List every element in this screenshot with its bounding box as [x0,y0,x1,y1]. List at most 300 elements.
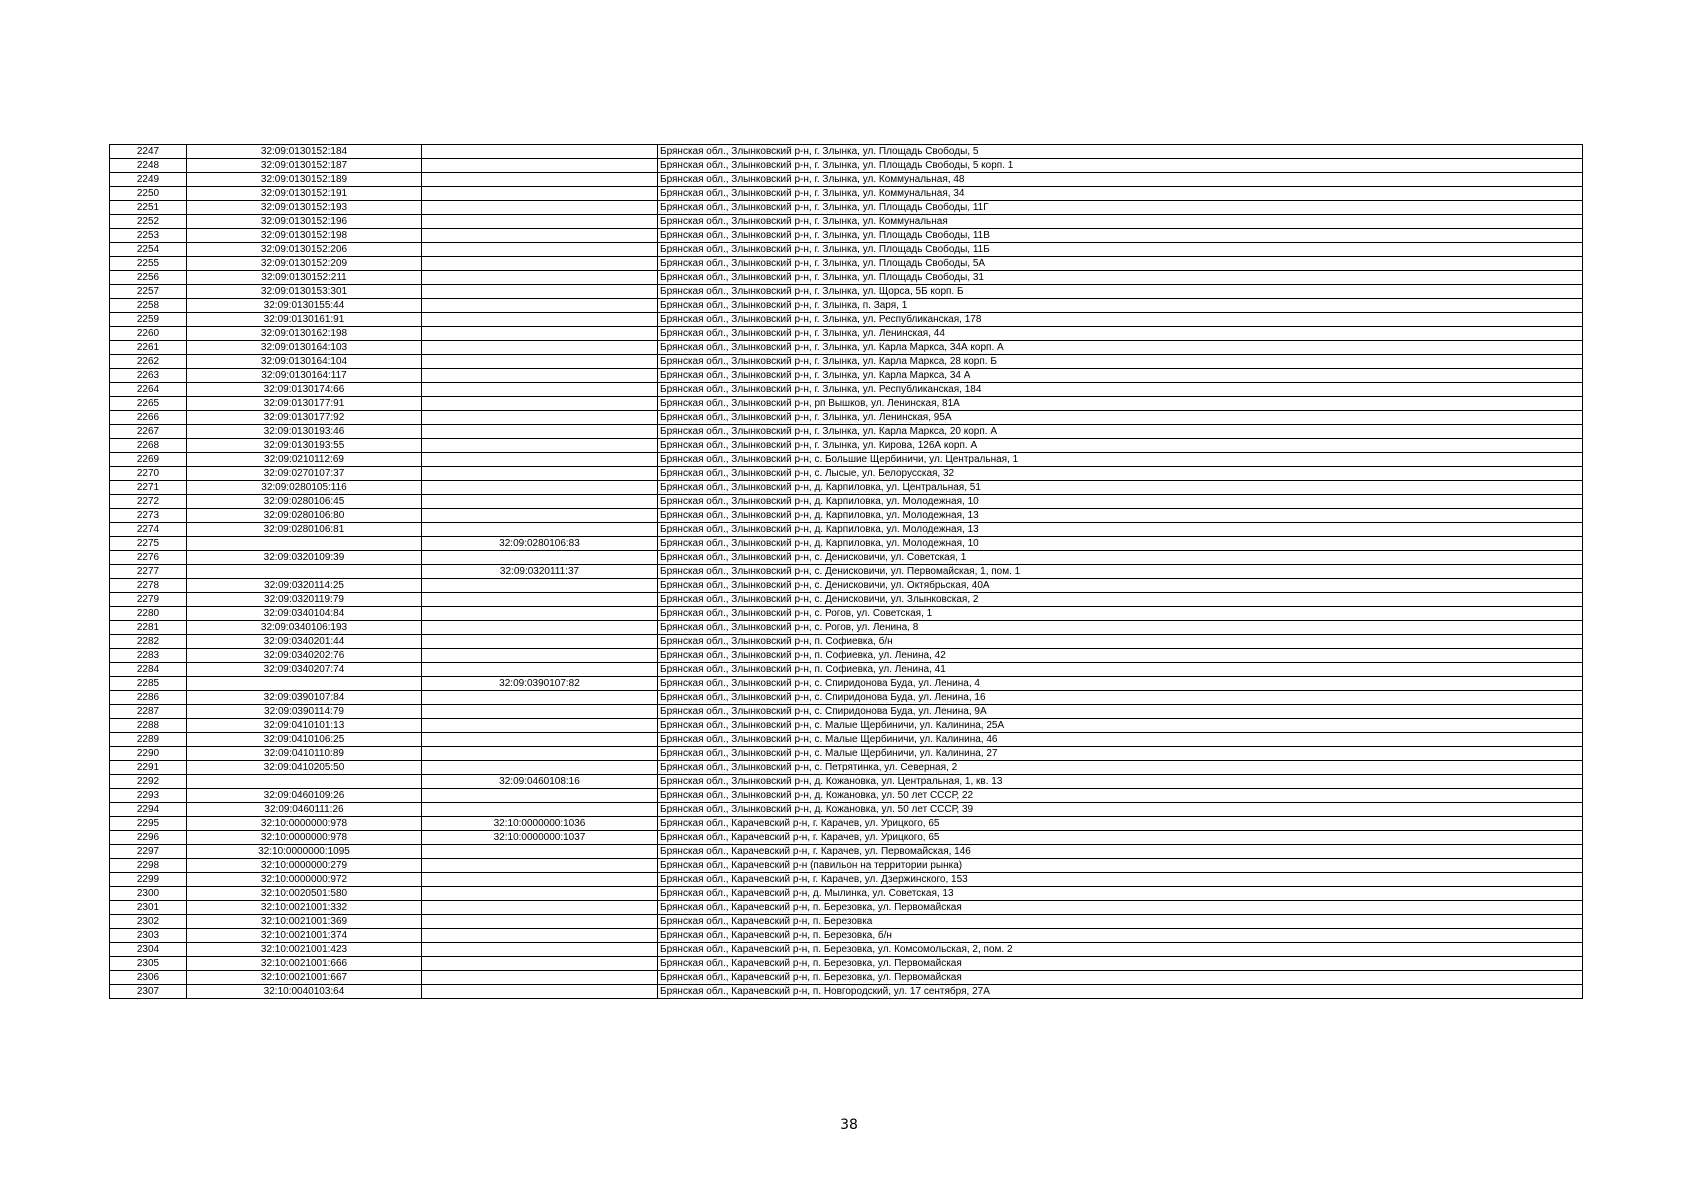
cadastral-number-cell: 32:09:0130193:55 [187,439,422,453]
row-number-cell: 2291 [110,761,187,775]
additional-cadastral-number-cell [422,383,658,397]
address-cell: Брянская обл., Карачевский р-н, п. Березовка, ул. Первомайская [658,901,1583,915]
address-cell: Брянская обл., Злынковский р-н, г. Злынка, ул. Карла Маркса, 34А корп. А [658,341,1583,355]
address-cell: Брянская обл., Злынковский р-н, с. Спиридонова Буда, ул. Ленина, 9А [658,705,1583,719]
row-number-cell: 2290 [110,747,187,761]
row-number-cell: 2253 [110,229,187,243]
additional-cadastral-number-cell: 32:09:0320111:37 [422,565,658,579]
table-row [110,775,1583,789]
cadastral-number-cell: 32:10:0020501:580 [187,887,422,901]
row-number-cell: 2271 [110,481,187,495]
additional-cadastral-number-cell [422,733,658,747]
table-row [110,691,1583,705]
row-number-cell: 2306 [110,971,187,985]
cadastral-number-cell: 32:09:0130174:66 [187,383,422,397]
additional-cadastral-number-cell [422,621,658,635]
row-number-cell: 2251 [110,201,187,215]
address-cell: Брянская обл., Злынковский р-н, г. Злынка, ул. Коммунальная, 34 [658,187,1583,201]
table-row [110,845,1583,859]
row-number-cell: 2263 [110,369,187,383]
cadastral-number-cell: 32:10:0021001:423 [187,943,422,957]
table-row [110,873,1583,887]
row-number-cell: 2300 [110,887,187,901]
address-cell: Брянская обл., Карачевский р-н, г. Карачев, ул. Первомайская, 146 [658,845,1583,859]
row-number-cell: 2270 [110,467,187,481]
additional-cadastral-number-cell [422,649,658,663]
row-number-cell: 2283 [110,649,187,663]
row-number-cell: 2252 [110,215,187,229]
cadastral-number-cell: 32:09:0130164:104 [187,355,422,369]
row-number-cell: 2296 [110,831,187,845]
additional-cadastral-number-cell [422,215,658,229]
table-row [110,271,1583,285]
row-number-cell: 2297 [110,845,187,859]
cadastral-number-cell: 32:09:0130155:44 [187,299,422,313]
table-row [110,621,1583,635]
address-cell: Брянская обл., Карачевский р-н (павильон на территории рынка) [658,859,1583,873]
table-row [110,453,1583,467]
cadastral-number-cell: 32:09:0130152:189 [187,173,422,187]
additional-cadastral-number-cell [422,887,658,901]
address-cell: Брянская обл., Злынковский р-н, с. Малые Щербиничи, ул. Калинина, 25А [658,719,1583,733]
table-row [110,173,1583,187]
cadastral-number-cell: 32:10:0000000:279 [187,859,422,873]
cadastral-number-cell: 32:10:0021001:374 [187,929,422,943]
additional-cadastral-number-cell [422,845,658,859]
table-row [110,705,1583,719]
cadastral-number-cell: 32:10:0021001:666 [187,957,422,971]
row-number-cell: 2279 [110,593,187,607]
table-row [110,887,1583,901]
additional-cadastral-number-cell [422,439,658,453]
address-cell: Брянская обл., Карачевский р-н, п. Березовка, б/н [658,929,1583,943]
additional-cadastral-number-cell [422,579,658,593]
additional-cadastral-number-cell [422,285,658,299]
row-number-cell: 2280 [110,607,187,621]
table-row [110,509,1583,523]
additional-cadastral-number-cell [422,719,658,733]
row-number-cell: 2305 [110,957,187,971]
table-row [110,971,1583,985]
row-number-cell: 2259 [110,313,187,327]
additional-cadastral-number-cell [422,299,658,313]
address-cell: Брянская обл., Злынковский р-н, г. Злынка, ул. Ленинская, 44 [658,327,1583,341]
row-number-cell: 2303 [110,929,187,943]
cadastral-number-cell: 32:10:0000000:978 [187,817,422,831]
table-row [110,257,1583,271]
row-number-cell: 2255 [110,257,187,271]
row-number-cell: 2287 [110,705,187,719]
table-row [110,789,1583,803]
table-row [110,523,1583,537]
additional-cadastral-number-cell: 32:09:0280106:83 [422,537,658,551]
cadastral-number-cell [187,677,422,691]
cadastral-number-cell: 32:09:0130152:191 [187,187,422,201]
table-row [110,635,1583,649]
additional-cadastral-number-cell [422,201,658,215]
row-number-cell: 2293 [110,789,187,803]
address-cell: Брянская обл., Злынковский р-н, п. Софиевка, ул. Ленина, 41 [658,663,1583,677]
address-cell: Брянская обл., Злынковский р-н, с. Денисковичи, ул. Злынковская, 2 [658,593,1583,607]
additional-cadastral-number-cell [422,901,658,915]
additional-cadastral-number-cell [422,691,658,705]
row-number-cell: 2269 [110,453,187,467]
table-row [110,747,1583,761]
row-number-cell: 2285 [110,677,187,691]
address-cell: Брянская обл., Злынковский р-н, д. Карпиловка, ул. Молодежная, 13 [658,509,1583,523]
cadastral-number-cell: 32:09:0280106:80 [187,509,422,523]
table-row [110,425,1583,439]
row-number-cell: 2307 [110,985,187,999]
additional-cadastral-number-cell [422,915,658,929]
address-cell: Брянская обл., Злынковский р-н, г. Злынка, п. Заря, 1 [658,299,1583,313]
additional-cadastral-number-cell [422,747,658,761]
cadastral-number-cell: 32:09:0130164:117 [187,369,422,383]
additional-cadastral-number-cell [422,803,658,817]
address-cell: Брянская обл., Злынковский р-н, с. Малые Щербиничи, ул. Калинина, 27 [658,747,1583,761]
address-cell: Брянская обл., Карачевский р-н, п. Березовка, ул. Первомайская [658,971,1583,985]
additional-cadastral-number-cell [422,327,658,341]
additional-cadastral-number-cell [422,607,658,621]
row-number-cell: 2258 [110,299,187,313]
additional-cadastral-number-cell [422,145,658,159]
row-number-cell: 2304 [110,943,187,957]
cadastral-number-cell: 32:10:0021001:332 [187,901,422,915]
address-cell: Брянская обл., Злынковский р-н, г. Злынка, ул. Площадь Свободы, 11Б [658,243,1583,257]
cadastral-number-cell: 32:09:0280105:116 [187,481,422,495]
row-number-cell: 2260 [110,327,187,341]
address-cell: Брянская обл., Злынковский р-н, г. Злынка, ул. Площадь Свободы, 11В [658,229,1583,243]
table-row [110,383,1583,397]
table-row [110,285,1583,299]
table-row [110,677,1583,691]
table-row [110,929,1583,943]
additional-cadastral-number-cell: 32:10:0000000:1037 [422,831,658,845]
additional-cadastral-number-cell [422,411,658,425]
cadastral-number-cell: 32:10:0000000:1095 [187,845,422,859]
cadastral-number-cell: 32:10:0021001:369 [187,915,422,929]
cadastral-number-cell: 32:09:0130152:206 [187,243,422,257]
cadastral-number-cell [187,537,422,551]
row-number-cell: 2248 [110,159,187,173]
cadastral-number-cell: 32:09:0270107:37 [187,467,422,481]
address-cell: Брянская обл., Карачевский р-н, г. Карачев, ул. Урицкого, 65 [658,817,1583,831]
cadastral-number-cell: 32:09:0460111:26 [187,803,422,817]
cadastral-number-cell: 32:09:0130152:196 [187,215,422,229]
address-cell: Брянская обл., Злынковский р-н, г. Злынка, ул. Республиканская, 178 [658,313,1583,327]
cadastral-number-cell [187,775,422,789]
address-cell: Брянская обл., Злынковский р-н, г. Злынка, ул. Площадь Свободы, 5 корп. 1 [658,159,1583,173]
cadastral-number-cell: 32:09:0410110:89 [187,747,422,761]
cadastral-number-cell: 32:09:0130161:91 [187,313,422,327]
row-number-cell: 2294 [110,803,187,817]
additional-cadastral-number-cell [422,159,658,173]
address-cell: Брянская обл., Карачевский р-н, п. Новгородский, ул. 17 сентября, 27А [658,985,1583,999]
address-cell: Брянская обл., Злынковский р-н, д. Кожановка, ул. Центральная, 1, кв. 13 [658,775,1583,789]
table-row [110,649,1583,663]
address-cell: Брянская обл., Злынковский р-н, с. Денисковичи, ул. Советская, 1 [658,551,1583,565]
table-row [110,803,1583,817]
additional-cadastral-number-cell: 32:10:0000000:1036 [422,817,658,831]
row-number-cell: 2249 [110,173,187,187]
address-cell: Брянская обл., Карачевский р-н, п. Березовка, ул. Первомайская [658,957,1583,971]
address-cell: Брянская обл., Злынковский р-н, г. Злынка, ул. Площадь Свободы, 31 [658,271,1583,285]
additional-cadastral-number-cell [422,397,658,411]
additional-cadastral-number-cell [422,481,658,495]
additional-cadastral-number-cell [422,355,658,369]
cadastral-number-cell: 32:09:0130152:193 [187,201,422,215]
table-row [110,201,1583,215]
row-number-cell: 2272 [110,495,187,509]
cadastral-number-cell: 32:09:0130152:198 [187,229,422,243]
additional-cadastral-number-cell [422,789,658,803]
additional-cadastral-number-cell [422,705,658,719]
address-cell: Брянская обл., Злынковский р-н, д. Кожановка, ул. 50 лет СССР, 39 [658,803,1583,817]
cadastral-number-cell: 32:09:0410205:50 [187,761,422,775]
page-number: 38 [840,1117,858,1133]
table-row [110,537,1583,551]
cadastral-number-cell: 32:09:0340106:193 [187,621,422,635]
cadastral-number-cell: 32:09:0130153:301 [187,285,422,299]
address-cell: Брянская обл., Злынковский р-н, д. Карпиловка, ул. Центральная, 51 [658,481,1583,495]
cadastral-number-cell: 32:09:0320109:39 [187,551,422,565]
cadastral-number-cell: 32:09:0130152:211 [187,271,422,285]
address-cell: Брянская обл., Карачевский р-н, г. Карачев, ул. Урицкого, 65 [658,831,1583,845]
address-cell: Брянская обл., Злынковский р-н, с. Петрятинка, ул. Северная, 2 [658,761,1583,775]
address-cell: Брянская обл., Злынковский р-н, с. Большие Щербиничи, ул. Центральная, 1 [658,453,1583,467]
additional-cadastral-number-cell [422,453,658,467]
table-row [110,467,1583,481]
cadastral-number-cell: 32:10:0000000:972 [187,873,422,887]
cadastral-number-cell: 32:09:0340201:44 [187,635,422,649]
additional-cadastral-number-cell [422,257,658,271]
row-number-cell: 2278 [110,579,187,593]
cadastral-number-cell: 32:09:0130162:198 [187,327,422,341]
additional-cadastral-number-cell [422,761,658,775]
additional-cadastral-number-cell [422,929,658,943]
table-row [110,243,1583,257]
row-number-cell: 2261 [110,341,187,355]
address-cell: Брянская обл., Злынковский р-н, с. Рогов, ул. Ленина, 8 [658,621,1583,635]
additional-cadastral-number-cell [422,943,658,957]
cadastral-number-cell: 32:09:0130177:92 [187,411,422,425]
table-row [110,957,1583,971]
address-cell: Брянская обл., Злынковский р-н, г. Злынка, ул. Площадь Свободы, 11Г [658,201,1583,215]
table-row [110,299,1583,313]
address-cell: Брянская обл., Злынковский р-н, г. Злынка, ул. Кирова, 126А корп. А [658,439,1583,453]
address-cell: Брянская обл., Злынковский р-н, г. Злынка, ул. Площадь Свободы, 5А [658,257,1583,271]
address-cell: Брянская обл., Злынковский р-н, д. Карпиловка, ул. Молодежная, 13 [658,523,1583,537]
additional-cadastral-number-cell [422,971,658,985]
row-number-cell: 2267 [110,425,187,439]
cadastral-number-cell [187,565,422,579]
address-cell: Брянская обл., Злынковский р-н, г. Злынка, ул. Площадь Свободы, 5 [658,145,1583,159]
address-cell: Брянская обл., Злынковский р-н, г. Злынка, ул. Ленинская, 95А [658,411,1583,425]
row-number-cell: 2281 [110,621,187,635]
row-number-cell: 2247 [110,145,187,159]
property-registry-table [109,144,1583,999]
row-number-cell: 2273 [110,509,187,523]
cadastral-number-cell: 32:09:0320114:25 [187,579,422,593]
table-row [110,985,1583,999]
row-number-cell: 2250 [110,187,187,201]
row-number-cell: 2268 [110,439,187,453]
row-number-cell: 2266 [110,411,187,425]
address-cell: Брянская обл., Карачевский р-н, п. Березовка, ул. Комсомольская, 2, пом. 2 [658,943,1583,957]
additional-cadastral-number-cell [422,551,658,565]
additional-cadastral-number-cell: 32:09:0460108:16 [422,775,658,789]
additional-cadastral-number-cell [422,243,658,257]
additional-cadastral-number-cell [422,341,658,355]
address-cell: Брянская обл., Злынковский р-н, с. Лысые, ул. Белорусская, 32 [658,467,1583,481]
cadastral-number-cell: 32:09:0280106:45 [187,495,422,509]
address-cell: Брянская обл., Злынковский р-н, г. Злынка, ул. Коммунальная, 48 [658,173,1583,187]
row-number-cell: 2277 [110,565,187,579]
address-cell: Брянская обл., Карачевский р-н, п. Березовка [658,915,1583,929]
table-row [110,817,1583,831]
address-cell: Брянская обл., Злынковский р-н, с. Денисковичи, ул. Октябрьская, 40А [658,579,1583,593]
table-row [110,187,1583,201]
cadastral-number-cell: 32:09:0130152:187 [187,159,422,173]
additional-cadastral-number-cell [422,187,658,201]
row-number-cell: 2275 [110,537,187,551]
additional-cadastral-number-cell [422,271,658,285]
cadastral-number-cell: 32:09:0130177:91 [187,397,422,411]
additional-cadastral-number-cell [422,523,658,537]
row-number-cell: 2299 [110,873,187,887]
table-row [110,915,1583,929]
cadastral-number-cell: 32:09:0390114:79 [187,705,422,719]
table-row [110,859,1583,873]
table-row [110,663,1583,677]
row-number-cell: 2264 [110,383,187,397]
table-row [110,607,1583,621]
address-cell: Брянская обл., Злынковский р-н, с. Денисковичи, ул. Первомайская, 1, пом. 1 [658,565,1583,579]
address-cell: Брянская обл., Злынковский р-н, д. Карпиловка, ул. Молодежная, 10 [658,537,1583,551]
row-number-cell: 2298 [110,859,187,873]
cadastral-number-cell: 32:09:0280106:81 [187,523,422,537]
row-number-cell: 2274 [110,523,187,537]
table-row [110,411,1583,425]
table-row [110,733,1583,747]
additional-cadastral-number-cell [422,859,658,873]
cadastral-number-cell: 32:10:0000000:978 [187,831,422,845]
table-row [110,159,1583,173]
additional-cadastral-number-cell [422,229,658,243]
cadastral-number-cell: 32:09:0410106:25 [187,733,422,747]
row-number-cell: 2256 [110,271,187,285]
row-number-cell: 2302 [110,915,187,929]
row-number-cell: 2286 [110,691,187,705]
address-cell: Брянская обл., Злынковский р-н, г. Злынка, ул. Карла Маркса, 28 корп. Б [658,355,1583,369]
address-cell: Брянская обл., Злынковский р-н, д. Карпиловка, ул. Молодежная, 10 [658,495,1583,509]
address-cell: Брянская обл., Злынковский р-н, рп Вышков, ул. Ленинская, 81А [658,397,1583,411]
additional-cadastral-number-cell [422,313,658,327]
row-number-cell: 2284 [110,663,187,677]
cadastral-number-cell: 32:09:0130164:103 [187,341,422,355]
cadastral-number-cell: 32:09:0210112:69 [187,453,422,467]
row-number-cell: 2254 [110,243,187,257]
address-cell: Брянская обл., Злынковский р-н, г. Злынка, ул. Щорса, 5Б корп. Б [658,285,1583,299]
additional-cadastral-number-cell [422,873,658,887]
row-number-cell: 2257 [110,285,187,299]
table-row [110,901,1583,915]
table-row [110,369,1583,383]
row-number-cell: 2292 [110,775,187,789]
table-row [110,761,1583,775]
cadastral-number-cell: 32:09:0320119:79 [187,593,422,607]
table-row [110,831,1583,845]
table-row [110,439,1583,453]
table-row [110,341,1583,355]
row-number-cell: 2265 [110,397,187,411]
table-row [110,397,1583,411]
additional-cadastral-number-cell [422,173,658,187]
address-cell: Брянская обл., Злынковский р-н, п. Софиевка, б/н [658,635,1583,649]
additional-cadastral-number-cell [422,985,658,999]
table-row [110,551,1583,565]
additional-cadastral-number-cell [422,957,658,971]
row-number-cell: 2262 [110,355,187,369]
additional-cadastral-number-cell: 32:09:0390107:82 [422,677,658,691]
table-row [110,313,1583,327]
additional-cadastral-number-cell [422,467,658,481]
address-cell: Брянская обл., Злынковский р-н, с. Спиридонова Буда, ул. Ленина, 16 [658,691,1583,705]
table-row [110,495,1583,509]
cadastral-number-cell: 32:09:0460109:26 [187,789,422,803]
row-number-cell: 2301 [110,901,187,915]
table-row [110,145,1583,159]
cadastral-number-cell: 32:09:0340207:74 [187,663,422,677]
table-row [110,593,1583,607]
cadastral-number-cell: 32:09:0130193:46 [187,425,422,439]
table-row [110,215,1583,229]
cadastral-number-cell: 32:09:0130152:209 [187,257,422,271]
address-cell: Брянская обл., Карачевский р-н, г. Карачев, ул. Дзержинского, 153 [658,873,1583,887]
additional-cadastral-number-cell [422,425,658,439]
cadastral-number-cell: 32:09:0130152:184 [187,145,422,159]
cadastral-number-cell: 32:09:0390107:84 [187,691,422,705]
table-row [110,943,1583,957]
cadastral-number-cell: 32:10:0021001:667 [187,971,422,985]
table-row [110,579,1583,593]
address-cell: Брянская обл., Злынковский р-н, с. Малые Щербиничи, ул. Калинина, 46 [658,733,1583,747]
additional-cadastral-number-cell [422,495,658,509]
additional-cadastral-number-cell [422,509,658,523]
address-cell: Брянская обл., Карачевский р-н, д. Мылинка, ул. Советская, 13 [658,887,1583,901]
address-cell: Брянская обл., Злынковский р-н, д. Кожановка, ул. 50 лет СССР, 22 [658,789,1583,803]
address-cell: Брянская обл., Злынковский р-н, г. Злынка, ул. Коммунальная [658,215,1583,229]
row-number-cell: 2288 [110,719,187,733]
address-cell: Брянская обл., Злынковский р-н, с. Рогов, ул. Советская, 1 [658,607,1583,621]
table-row [110,229,1583,243]
additional-cadastral-number-cell [422,635,658,649]
row-number-cell: 2295 [110,817,187,831]
address-cell: Брянская обл., Злынковский р-н, г. Злынка, ул. Республиканская, 184 [658,383,1583,397]
additional-cadastral-number-cell [422,663,658,677]
address-cell: Брянская обл., Злынковский р-н, с. Спиридонова Буда, ул. Ленина, 4 [658,677,1583,691]
row-number-cell: 2289 [110,733,187,747]
registry-table-body [110,145,1583,999]
table-row [110,565,1583,579]
cadastral-number-cell: 32:09:0340202:76 [187,649,422,663]
additional-cadastral-number-cell [422,593,658,607]
address-cell: Брянская обл., Злынковский р-н, п. Софиевка, ул. Ленина, 42 [658,649,1583,663]
cadastral-number-cell: 32:09:0410101:13 [187,719,422,733]
cadastral-number-cell: 32:10:0040103:64 [187,985,422,999]
additional-cadastral-number-cell [422,369,658,383]
table-row [110,327,1583,341]
